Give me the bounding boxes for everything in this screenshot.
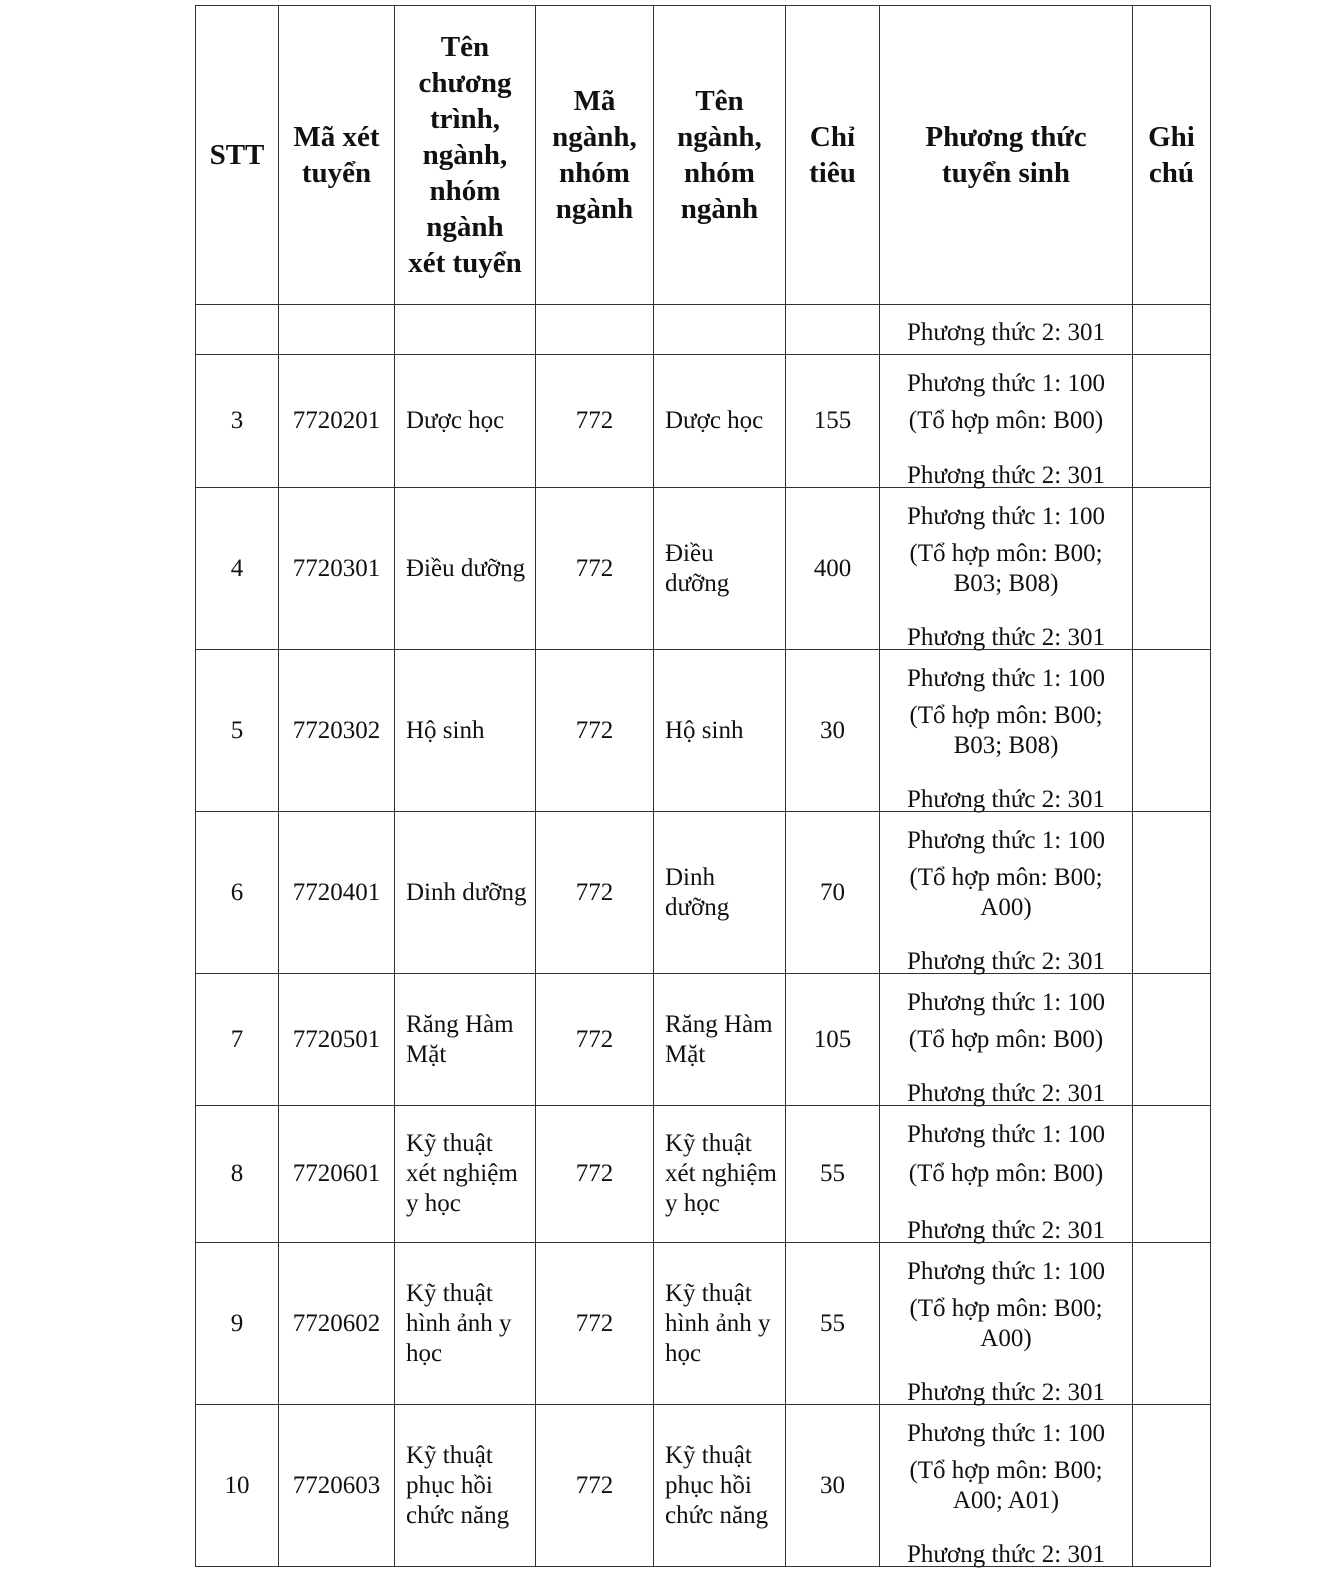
method1-text: Phương thức 1: 100	[907, 827, 1105, 854]
ten-nganh-cell: Điều dưỡng	[654, 488, 786, 650]
admission-table	[195, 5, 1211, 1567]
to-hop-text: (Tổ hợp môn: B00)	[908, 1025, 1104, 1053]
header-ma-xet-tuyen: Mã xét tuyển	[279, 6, 395, 305]
ma-nganh-cell: 772	[536, 974, 654, 1106]
chi-tieu-cell: 30	[786, 650, 880, 812]
continuation-row	[196, 305, 1211, 355]
ten-chuong-trinh-cell: Răng Hàm Mặt	[395, 974, 536, 1106]
ma-xet-tuyen-cell: 7720501	[279, 974, 395, 1106]
method1-text: Phương thức 1: 100	[907, 665, 1105, 692]
method2-text: Phương thức 2: 301	[907, 624, 1105, 651]
ghi-chu-cell	[1133, 650, 1211, 812]
method-cell	[880, 355, 1133, 488]
to-hop-text: (Tổ hợp môn: B00; A00; A01)	[909, 1456, 1103, 1514]
ma-xet-tuyen-cell: 7720603	[279, 1405, 395, 1567]
ten-chuong-trinh-cell: Kỹ thuật phục hồi chức năng	[395, 1405, 536, 1567]
table-row	[196, 974, 1211, 1106]
stt-cell: 6	[196, 812, 279, 974]
to-hop-text: (Tổ hợp môn: B00)	[908, 1160, 1104, 1187]
chi-tieu-cell: 155	[786, 355, 880, 488]
table-row	[196, 1106, 1211, 1243]
to-hop-text: (Tổ hợp môn: B00; A00)	[909, 1294, 1103, 1352]
method2-text: Phương thức 2: 301	[907, 1080, 1105, 1107]
table-row	[196, 355, 1211, 488]
header-phuong-thuc: Phương thức tuyển sinh	[880, 6, 1133, 305]
ten-nganh-cell: Kỹ thuật phục hồi chức năng	[654, 1405, 786, 1567]
method1-text: Phương thức 1: 100	[907, 503, 1105, 530]
header-ten-nganh: Tên ngành, nhóm ngành	[654, 6, 786, 305]
ten-chuong-trinh-cell: Dinh dưỡng	[395, 812, 536, 974]
ghi-chu-cell	[1133, 1106, 1211, 1243]
ma-nganh-cell: 772	[536, 1243, 654, 1405]
to-hop-text: (Tổ hợp môn: B00)	[908, 407, 1104, 434]
method2-text: Phương thức 2: 301	[907, 1217, 1105, 1244]
method1-text: Phương thức 1: 100	[907, 1258, 1105, 1285]
stt-cell: 9	[196, 1243, 279, 1405]
ma-xet-tuyen-cell: 7720401	[279, 812, 395, 974]
method-cell	[880, 488, 1133, 650]
ma-nganh-cell: 772	[536, 488, 654, 650]
table-row	[196, 1243, 1211, 1405]
method-cell	[880, 1405, 1133, 1567]
to-hop-text: (Tổ hợp môn: B00; B03; B08)	[909, 539, 1103, 597]
table-row	[196, 812, 1211, 974]
stt-cell: 10	[196, 1405, 279, 1567]
ma-nganh-cell: 772	[536, 355, 654, 488]
method-cell	[880, 1106, 1133, 1243]
ma-nganh-cell: 772	[536, 1405, 654, 1567]
method-cell	[880, 650, 1133, 812]
to-hop-text: (Tổ hợp môn: B00; B03; B08)	[909, 701, 1103, 759]
stt-cell: 7	[196, 974, 279, 1106]
header-chi-tieu: Chỉ tiêu	[786, 6, 880, 305]
ghi-chu-cell	[1133, 1405, 1211, 1567]
method2-text: Phương thức 2: 301	[907, 948, 1105, 975]
method2-text: Phương thức 2: 301	[907, 319, 1105, 346]
chi-tieu-cell: 55	[786, 1243, 880, 1405]
header-ten-chuong-trinh: Tên chương trình, ngành, nhóm ngành xét tuyển	[395, 6, 536, 305]
ten-nganh-cell: Dinh dưỡng	[654, 812, 786, 974]
chi-tieu-cell: 55	[786, 1106, 880, 1243]
chi-tieu-cell: 70	[786, 812, 880, 974]
method2-text: Phương thức 2: 301	[907, 1379, 1105, 1406]
table-row	[196, 650, 1211, 812]
stt-cell: 3	[196, 355, 279, 488]
header-stt: STT	[196, 6, 279, 305]
ghi-chu-cell	[1133, 488, 1211, 650]
ten-nganh-cell: Dược học	[654, 355, 786, 488]
header-row	[196, 6, 1211, 305]
ten-chuong-trinh-cell: Kỹ thuật hình ảnh y học	[395, 1243, 536, 1405]
header-ghi-chu: Ghi chú	[1133, 6, 1211, 305]
table-row	[196, 488, 1211, 650]
ma-xet-tuyen-cell: 7720601	[279, 1106, 395, 1243]
method1-text: Phương thức 1: 100	[907, 370, 1105, 397]
chi-tieu-cell: 105	[786, 974, 880, 1106]
method2-text: Phương thức 2: 301	[907, 462, 1105, 489]
method1-text: Phương thức 1: 100	[907, 1420, 1105, 1447]
ma-xet-tuyen-cell: 7720201	[279, 355, 395, 488]
ma-nganh-cell: 772	[536, 812, 654, 974]
stt-cell: 4	[196, 488, 279, 650]
ma-nganh-cell: 772	[536, 650, 654, 812]
method-cell	[880, 305, 1133, 355]
table-row	[196, 1405, 1211, 1567]
ma-xet-tuyen-cell: 7720602	[279, 1243, 395, 1405]
stt-cell: 8	[196, 1106, 279, 1243]
ten-nganh-cell: Kỹ thuật hình ảnh y học	[654, 1243, 786, 1405]
ten-chuong-trinh-cell: Điều dưỡng	[395, 488, 536, 650]
header-ma-nganh: Mã ngành, nhóm ngành	[536, 6, 654, 305]
ten-chuong-trinh-cell: Dược học	[395, 355, 536, 488]
ten-chuong-trinh-cell: Kỹ thuật xét nghiệm y học	[395, 1106, 536, 1243]
stt-cell: 5	[196, 650, 279, 812]
chi-tieu-cell: 400	[786, 488, 880, 650]
method2-text: Phương thức 2: 301	[907, 1541, 1105, 1568]
ghi-chu-cell	[1133, 974, 1211, 1106]
method2-text: Phương thức 2: 301	[907, 786, 1105, 813]
method1-text: Phương thức 1: 100	[907, 989, 1105, 1016]
ten-nganh-cell: Kỹ thuật xét nghiệm y học	[654, 1106, 786, 1243]
ghi-chu-cell	[1133, 812, 1211, 974]
to-hop-text: (Tổ hợp môn: B00; A00)	[909, 863, 1103, 921]
chi-tieu-cell: 30	[786, 1405, 880, 1567]
ma-xet-tuyen-cell: 7720301	[279, 488, 395, 650]
ten-nganh-cell: Răng Hàm Mặt	[654, 974, 786, 1106]
ghi-chu-cell	[1133, 355, 1211, 488]
ten-chuong-trinh-cell: Hộ sinh	[395, 650, 536, 812]
method-cell	[880, 1243, 1133, 1405]
method1-text: Phương thức 1: 100	[907, 1121, 1105, 1148]
ma-xet-tuyen-cell: 7720302	[279, 650, 395, 812]
ma-nganh-cell: 772	[536, 1106, 654, 1243]
method-cell	[880, 974, 1133, 1106]
ghi-chu-cell	[1133, 1243, 1211, 1405]
method-cell	[880, 812, 1133, 974]
ten-nganh-cell: Hộ sinh	[654, 650, 786, 812]
